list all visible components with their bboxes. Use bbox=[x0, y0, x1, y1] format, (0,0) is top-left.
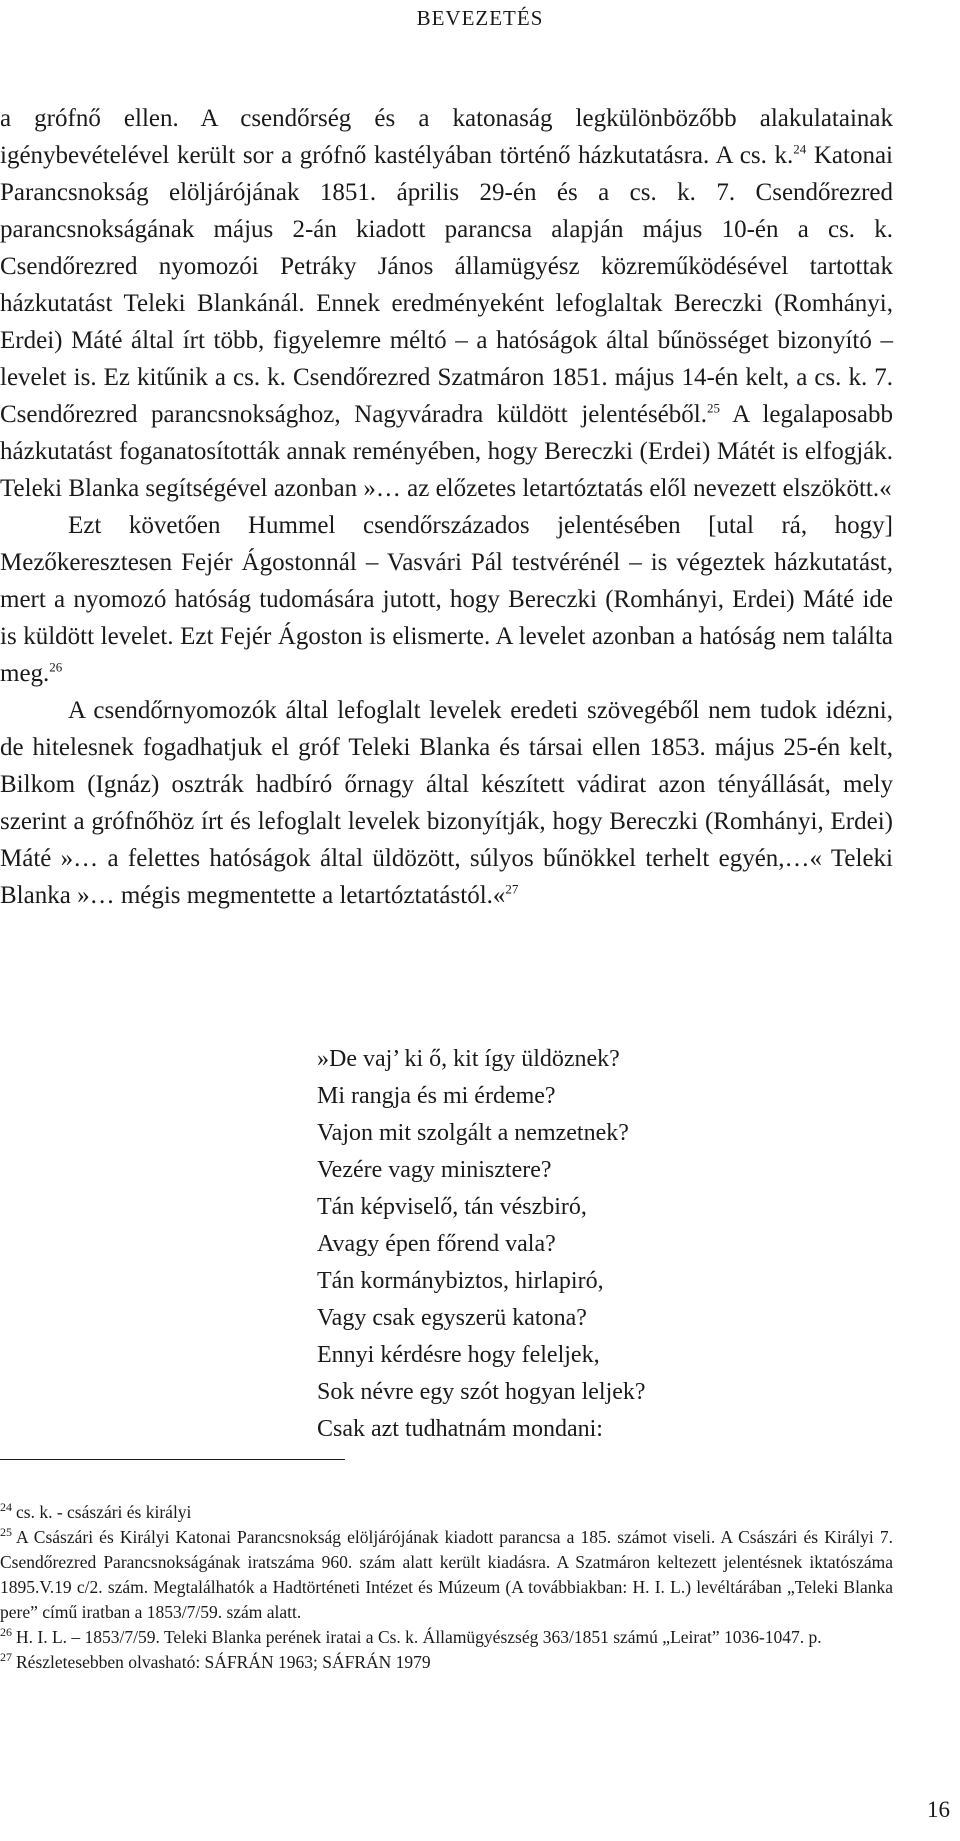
poem-line: »De vaj’ ki ő, kit így üldöznek? bbox=[317, 1046, 620, 1072]
poem-line: Vajon mit szolgált a nemzetnek? bbox=[317, 1120, 629, 1146]
poem-line: Tán kormánybiztos, hirlapiró, bbox=[317, 1268, 604, 1294]
footnote-26 bbox=[0, 1625, 893, 1650]
footnote-number: 24 bbox=[0, 1500, 12, 1515]
footnote-25 bbox=[0, 1525, 893, 1625]
main-text bbox=[0, 100, 893, 914]
footnote-text: A Császári és Királyi Katonai Parancsnokság elöljárójának kiadott parancsa a 185. számot viseli. A Császári és Királyi 7. Csendőrezred Parancsnokságának iratszáma 960. szám alatt került kiadásra. A Szatmáron keltezett jelentésnek iktatószáma 1895.V.19 c/2. szám. Megtalálhatók a Hadtörténeti Intézet és Múzeum (A továbbiakban: H. I. L.) levéltárában „Teleki Blanka pere” című iratban a 1853/7/59. szám alatt. bbox=[0, 1527, 893, 1622]
footnote-text: H. I. L. – 1853/7/59. Teleki Blanka perének iratai a Cs. k. Államügyészség 363/1851 számú „Leirat” 1036-1047. p. bbox=[16, 1627, 822, 1647]
poem-line: Tán képviselő, tán vészbiró, bbox=[317, 1194, 587, 1220]
footnote-separator bbox=[0, 1459, 345, 1460]
paragraph-3-text: A csendőrnyomozók által lefoglalt levelek eredeti szövegéből nem tudok idézni, de hitelesnek fogadhatjuk el gróf Teleki Blanka és társai ellen 1853. május 25-én kelt, Bilkom (Ignáz) osztrák hadbíró őrnagy által készített vádirat azon tényállását, mely szerint a grófnőhöz írt és lefoglalt levelek bizonyítják, hogy Bereczki (Romhányi, Erdei) Máté »… a felettes hatóságok által üldözött, súlyos bűnökkel terhelt egyén,…« Teleki Blanka »… mégis megmentette a letartóztatástól.« bbox=[0, 697, 893, 909]
footnotes bbox=[0, 1500, 893, 1675]
footnote-24 bbox=[0, 1500, 893, 1525]
poem-line: Mi rangja és mi érdeme? bbox=[317, 1083, 556, 1109]
footnote-ref-25[interactable]: 25 bbox=[706, 400, 720, 416]
footnote-ref-26[interactable]: 26 bbox=[49, 659, 63, 675]
paragraph-1 bbox=[0, 100, 893, 507]
paragraph-3 bbox=[0, 692, 893, 914]
footnote-number: 26 bbox=[0, 1625, 12, 1640]
poem-line: Csak azt tudhatnám mondani: bbox=[317, 1416, 603, 1442]
footnote-27 bbox=[0, 1650, 893, 1675]
paragraph-1-text-c: A legalaposabb házkutatást foganatosították annak reményében, hogy Bereczki (Erdei) Mátét is elfogják. Teleki Blanka segítségével azonban »… az előzetes letartóztatás elől nevezett elszökött.« bbox=[0, 401, 893, 502]
footnote-number: 27 bbox=[0, 1650, 12, 1665]
poem-line: Sok névre egy szót hogyan leljek? bbox=[317, 1379, 646, 1405]
running-head: BEVEZETÉS bbox=[416, 6, 544, 30]
poem-line: Avagy épen főrend vala? bbox=[317, 1231, 556, 1257]
paragraph-1-text-b: Katonai Parancsnokság elöljárójának 1851. április 29-én és a cs. k. 7. Csendőrezred parancsnokságának május 2-án kiadott parancsa alapján május 10-én a cs. k. Csendőrezred nyomozói Petráky János államügyész közreműködésével tartottak házkutatást Teleki Blankánál. Ennek eredményeként lefoglaltak Bereczki (Romhányi, Erdei) Máté által írt több, figyelemre méltó – a hatóságok által bűnösséget bizonyító – levelet is. Ez kitűnik a cs. k. Csendőrezred Szatmáron 1851. május 14-én kelt, a cs. k. 7. Csendőrezred parancsnoksághoz, Nagyváradra küldött jelentéséből. bbox=[0, 142, 894, 428]
poem-line: Vezére vagy minisztere? bbox=[317, 1157, 552, 1183]
footnote-number: 25 bbox=[0, 1525, 12, 1540]
footnote-ref-27[interactable]: 27 bbox=[505, 881, 519, 897]
footnote-text: cs. k. - császári és királyi bbox=[16, 1502, 192, 1522]
paragraph-2-text: Ezt követően Hummel csendőrszázados jelentésében [utal rá, hogy] Mezőkeresztesen Fejér Ágostonnál – Vasvári Pál testvérénél – is végeztek házkutatást, mert a nyomozó hatóság tudomására jutott, hogy Bereczki (Romhányi, Erdei) Máté ide is küldött levelet. Ezt Fejér Ágoston is elismerte. A levelet azonban a hatóság nem találta meg. bbox=[0, 512, 893, 687]
poem-line: Vagy csak egyszerü katona? bbox=[317, 1305, 587, 1331]
page-number: 16 bbox=[927, 1797, 950, 1822]
poem-quote bbox=[317, 1041, 646, 1448]
footnote-text: Részletesebben olvasható: SÁFRÁN 1963; SÁFRÁN 1979 bbox=[16, 1652, 431, 1672]
footnote-ref-24[interactable]: 24 bbox=[793, 141, 807, 157]
paragraph-2 bbox=[0, 507, 893, 692]
poem-line: Ennyi kérdésre hogy feleljek, bbox=[317, 1342, 600, 1368]
paragraph-1-text-a: a grófnő ellen. A csendőrség és a katonaság legkülönbözőbb alakulatainak igénybevételével került sor a grófnő kastélyában történő házkutatásra. A cs. k. bbox=[0, 105, 893, 169]
